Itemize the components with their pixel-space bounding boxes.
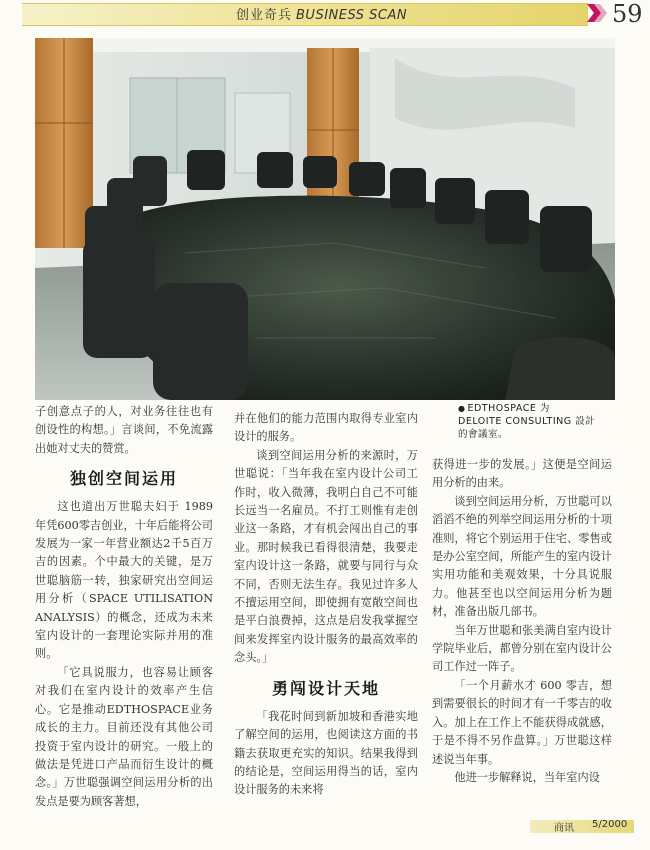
paragraph: 他进一步解释说，当年室内设 (454, 770, 600, 784)
caption-line-3: 的會議室。 (458, 429, 509, 440)
section-title-en: BUSINESS SCAN (296, 8, 408, 23)
photo-illustration (35, 38, 615, 400)
paragraph: 谈到空间运用分析，万世聪可以滔滔不绝的列举空间运用分析的十项准则，将它个别运用于住宅、零售或是办公室空间，所能产生的室内设计实用功能和美观效果，十分具说服力。他甚至也以空间运用分析为题材，准备出版几部书。 (432, 494, 612, 619)
photo-caption (458, 402, 628, 441)
section-heading: 独创空间运用 (69, 469, 178, 489)
bullet-dot-icon: ● (458, 404, 466, 413)
paragraph: 「它具说服力，也容易让顾客对我们在室内设计的效率产生信心。它是推动EDTHOSPACE业务成长的主力。目前还没有其他公司投资于室内设计的研究。一般上的做法是凭进口产品而衍生设计的概念。」万世聪强调空间运用分析的出发点是要为顾客著想， (35, 665, 213, 808)
paragraph: 「我花时间到新加坡和香港实地了解空间的运用，也阅读这方面的书籍去获取更充实的知识。结果我得到的结论是，空间运用得当的话，室内设计服务的未来将 (234, 709, 418, 797)
article-column-1 (35, 403, 213, 811)
paragraph: 「一个月薪水才 600 零吉，想到需要很长的时间才有一千零吉的收入。加上在工作上不能获得成就感，于是不得不另作盘算。」万世聪这样述说当年事。 (432, 678, 612, 766)
page-number: 59 (612, 0, 643, 28)
article-column-3 (432, 456, 612, 787)
paragraph: 并在他们的能力范围内取得专业室内设计的服务。 (234, 412, 418, 444)
caption-line-2: DELOITE CONSULTING 設計 (458, 416, 596, 427)
conference-room-photo (35, 38, 615, 400)
paragraph: 子创意点子的人，对业务往往也有创设性的构想。」言谈间，不免流露出她对丈夫的赞赏。 (35, 405, 213, 455)
section-title (236, 4, 407, 23)
double-chevron-right-icon (585, 2, 609, 24)
paragraph: 谈到空间运用分析的来源时，万世聪说：「当年我在室内设计公司工作时，收入微薄，我明白自己不可能长远当一名雇员。不打工则惟有走创业这一条路，才有机会闯出自己的事业。那时候我已看得很清楚，我要走室内设计这一条路，就要与同行与众不同，否则无法生存。我见过许多人不擅运用空间，即使拥有宽敞空间也是平白浪费掉，这点是启发我掌握空间来发挥室内设计服务的最高效率的念头。」 (234, 448, 418, 665)
magazine-name: 商讯 (554, 823, 574, 834)
issue-number: 5/2000 (592, 819, 628, 830)
paragraph: 获得进一步的发展。」这便是空间运用分析的由来。 (432, 458, 612, 490)
page-footer (530, 818, 640, 838)
article-column-2 (234, 410, 418, 800)
paragraph: 这也道出万世聪夫妇于 1989 年凭600零吉创业，十年后能将公司发展为一家一年营业额达2千5百万吉的因素。个中最大的关键，是万世聪脑筋一转，独家研究出空间运用分析（SPACE UTILISATION ANALYSIS）的概念，还成为未来室内设计的一套理论实际并用的准则。 (35, 500, 213, 661)
page-header (0, 0, 650, 30)
paragraph: 当年万世聪和张美满自室内设计学院毕业后，都曾分别在室内设计公司工作过一阵子。 (432, 623, 612, 674)
section-title-cn: 创业奇兵 (236, 8, 293, 23)
section-heading: 勇闯设计天地 (271, 678, 380, 698)
caption-line-1: EDTHOSPACE 为 (467, 403, 550, 414)
